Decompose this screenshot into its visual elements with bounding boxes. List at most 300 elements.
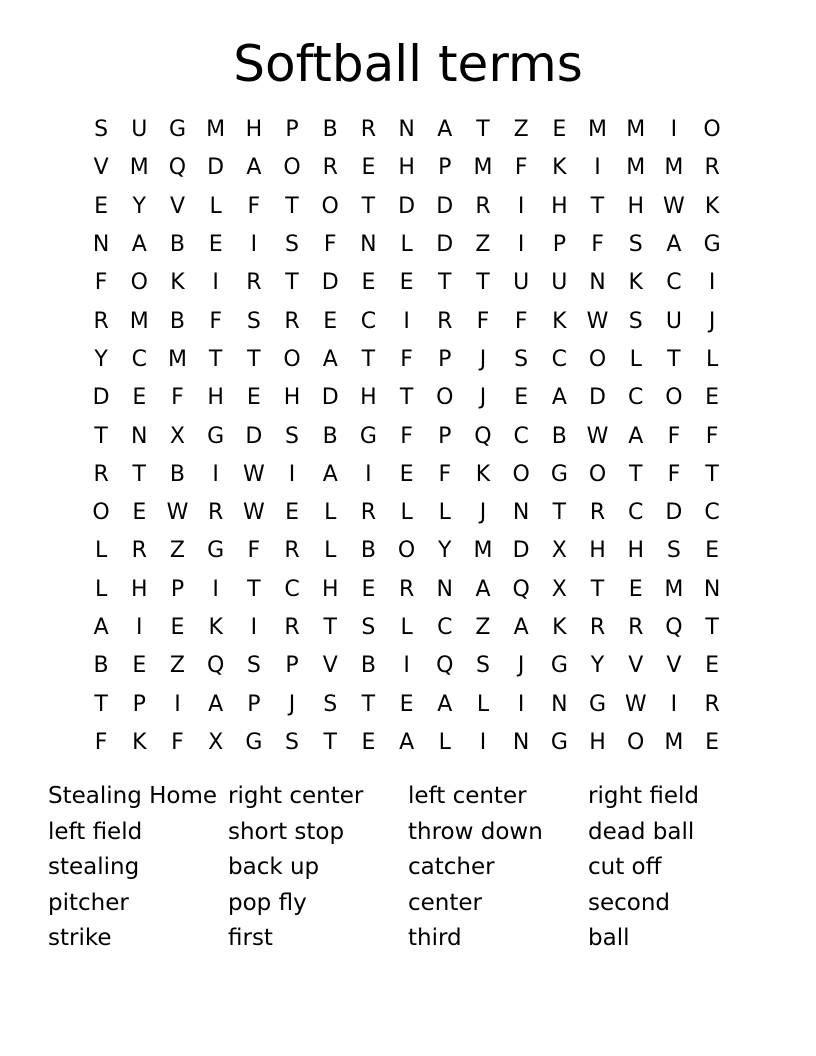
grid-letter: G [207,538,225,564]
grid-letter: R [284,615,300,640]
grid-letter: D [321,385,339,411]
grid-letter: R [208,500,224,526]
grid-letter: I [250,232,258,258]
grid-letter: R [93,308,109,334]
grid-letter: S [285,423,300,449]
word-list-item: third [408,925,462,952]
grid-letter: F [591,232,604,258]
grid-letter: L [400,500,413,526]
grid-letter: M [626,117,646,143]
grid-letter: G [550,653,568,679]
grid-letter: H [245,117,263,143]
grid-letter: T [208,346,223,372]
word-list-item: dead ball [588,818,695,845]
grid-letter: I [365,461,372,487]
grid-letter: T [590,576,605,602]
grid-letter: T [705,615,719,640]
grid-letter: W [586,423,609,449]
grid-letter: S [94,117,109,143]
grid-letter: K [552,308,567,334]
grid-letter: B [551,423,567,449]
grid-letter: P [132,691,146,717]
word-list-item: second [588,889,671,916]
grid-letter: R [284,308,300,334]
grid-letter: F [438,461,452,487]
grid-letter: T [132,461,146,487]
grid-letter: N [360,232,377,258]
letter-grid [82,111,731,762]
grid-letter: F [171,729,184,755]
grid-letter: C [360,308,377,334]
grid-letter: O [627,729,645,755]
word-list-item: pitcher [48,889,129,916]
grid-letter: H [551,193,568,219]
grid-letter: S [246,308,261,334]
grid-letter: Q [665,615,683,640]
grid-letter: U [551,270,568,296]
grid-letter: C [666,270,682,296]
grid-letter: E [552,117,567,143]
grid-letter: A [246,155,262,181]
grid-letter: E [514,385,529,411]
grid-letter: E [361,729,376,755]
grid-letter: F [323,232,337,258]
grid-letter: P [438,346,452,372]
grid-letter: R [246,270,262,296]
grid-letter: A [399,729,415,755]
grid-letter: M [664,729,684,755]
grid-letter: E [705,385,720,411]
grid-letter: P [170,576,185,602]
grid-letter: B [322,117,338,143]
grid-letter: E [285,500,299,526]
grid-letter: D [321,270,339,296]
word-list [48,779,768,957]
grid-letter: I [403,308,410,334]
grid-letter: H [627,193,644,219]
grid-letter: N [589,270,606,296]
grid-letter: D [665,500,683,526]
grid-letter: Z [169,538,185,564]
grid-letter: N [703,576,721,602]
grid-letter: N [131,423,148,449]
grid-letter: P [438,155,452,181]
grid-letter: T [399,385,414,411]
word-list-item: back up [228,854,320,881]
grid-letter: I [250,615,258,640]
grid-letter: A [513,615,529,640]
grid-letter: B [169,308,186,334]
grid-letter: E [323,308,338,334]
grid-letter: B [322,423,338,449]
grid-letter: H [283,385,301,411]
grid-letter: S [514,346,529,372]
grid-letter: P [285,117,299,143]
grid-letter: S [285,729,300,755]
grid-letter: L [324,538,337,564]
grid-letter: S [246,653,261,679]
grid-letter: V [666,653,682,679]
grid-letter: P [247,691,261,717]
grid-letter: N [512,500,530,526]
grid-letter: J [708,308,716,334]
grid-letter: X [551,576,567,602]
grid-letter: M [626,155,646,181]
grid-letter: A [437,117,453,143]
grid-letter: P [552,232,566,258]
grid-letter: I [288,461,296,487]
grid-letter: A [437,691,453,717]
grid-letter: C [551,346,568,372]
grid-letter: T [247,346,261,372]
grid-letter: R [589,500,606,526]
grid-letter: O [436,385,454,411]
grid-letter: E [399,270,414,296]
grid-letter: T [285,193,299,219]
grid-letter: F [705,423,719,449]
grid-letter: T [361,193,376,219]
grid-letter: H [589,729,606,755]
grid-letter: W [166,500,189,526]
grid-letter: M [588,117,608,143]
grid-letter: M [129,308,149,334]
grid-letter: T [438,270,452,296]
grid-letter: L [705,346,719,372]
grid-letter: L [324,500,337,526]
grid-letter: X [208,729,224,755]
grid-letter: E [246,385,261,411]
grid-letter: I [517,232,525,258]
grid-letter: T [323,729,337,755]
grid-letter: E [628,576,643,602]
grid-letter: D [245,423,263,449]
grid-letter: L [476,691,490,717]
grid-letter: G [245,729,263,755]
grid-letter: C [628,500,644,526]
grid-letter: D [207,155,225,181]
grid-letter: P [285,653,299,679]
grid-letter: I [212,461,219,487]
grid-letter: M [206,117,226,143]
grid-letter: J [479,500,487,526]
word-list-item: strike [48,925,112,952]
grid-letter: Z [475,232,491,258]
grid-letter: K [628,270,643,296]
grid-letter: B [169,461,186,487]
word-list-item: throw down [408,818,543,845]
grid-letter: W [586,308,609,334]
grid-letter: P [438,423,452,449]
grid-letter: T [476,270,490,296]
grid-letter: F [667,423,681,449]
grid-letter: Q [168,155,187,181]
grid-letter: R [360,500,377,526]
grid-letter: G [589,691,607,717]
grid-letter: T [667,346,681,372]
grid-letter: L [400,232,413,258]
grid-letter: T [552,500,567,526]
grid-letter: F [514,308,528,334]
word-list-item: center [408,889,482,916]
grid-letter: D [589,385,606,411]
grid-letter: A [322,346,338,372]
grid-letter: M [664,576,684,602]
grid-letter: V [93,155,109,181]
grid-letter: W [624,691,647,717]
grid-letter: Q [474,423,492,449]
grid-letter: J [479,385,487,411]
grid-letter: F [171,385,184,411]
word-list-item: Stealing Home [48,783,218,809]
grid-letter: T [628,461,643,487]
grid-letter: R [704,155,720,181]
grid-letter: B [360,653,376,679]
grid-letter: Z [169,653,185,679]
grid-letter: H [321,576,339,602]
grid-letter: I [670,117,678,143]
grid-letter: T [361,691,376,717]
grid-letter: G [703,232,721,258]
grid-letter: U [131,117,148,143]
grid-letter: H [207,385,224,411]
grid-letter: R [628,615,644,640]
grid-letter: E [361,270,376,296]
grid-letter: S [323,691,338,717]
grid-letter: E [361,576,376,602]
grid-letter: S [666,538,681,564]
grid-letter: M [129,155,149,181]
grid-letter: R [704,691,720,717]
grid-letter: E [132,500,147,526]
grid-letter: M [167,346,187,372]
grid-letter: C [628,385,644,411]
grid-letter: O [665,385,683,411]
grid-letter: T [361,346,376,372]
grid-letter: R [131,538,147,564]
grid-letter: I [212,576,219,602]
grid-letter: O [130,270,148,296]
grid-letter: J [288,691,296,717]
grid-letter: L [94,576,108,602]
grid-letter: L [438,729,451,755]
grid-letter: E [170,615,185,640]
grid-letter: E [705,653,720,679]
grid-letter: V [169,193,185,219]
grid-letter: Y [132,193,146,219]
grid-letter: N [92,232,110,258]
grid-letter: S [475,653,490,679]
grid-letter: J [479,346,487,372]
grid-letter: C [704,500,720,526]
grid-letter: H [589,538,606,564]
grid-letter: F [667,461,681,487]
word-list-item: left field [48,818,143,845]
grid-letter: B [360,538,376,564]
word-list-item: ball [588,925,630,952]
grid-letter: K [208,615,223,640]
grid-letter: E [208,232,223,258]
grid-letter: J [517,653,525,679]
grid-letter: I [403,653,410,679]
grid-letter: K [552,155,567,181]
grid-letter: Z [475,615,491,640]
grid-letter: K [552,615,567,640]
grid-letter: N [398,117,415,143]
grid-letter: D [436,193,454,219]
grid-letter: F [476,308,490,334]
grid-letter: L [629,346,642,372]
grid-letter: X [169,423,185,449]
grid-letter: O [283,155,301,181]
grid-letter: O [321,193,339,219]
grid-letter: R [475,193,491,219]
grid-letter: S [628,308,643,334]
grid-letter: M [664,155,684,181]
grid-letter: R [360,117,377,143]
grid-letter: R [322,155,338,181]
grid-letter: H [360,385,377,411]
grid-letter: T [247,576,261,602]
grid-letter: Q [436,653,454,679]
grid-letter: A [131,232,147,258]
grid-letter: O [703,117,721,143]
grid-letter: F [400,423,413,449]
grid-letter: Y [590,653,605,679]
grid-letter: A [475,576,491,602]
page-title: Softball terms [233,35,583,93]
grid-letter: O [92,500,110,526]
grid-letter: T [476,117,490,143]
grid-letter: I [517,691,525,717]
grid-letter: T [323,615,337,640]
grid-letter: W [663,193,685,219]
grid-letter: F [247,538,261,564]
grid-letter: Q [512,576,530,602]
grid-letter: N [551,691,568,717]
grid-letter: O [588,461,607,487]
grid-letter: G [359,423,377,449]
grid-letter: F [94,729,108,755]
grid-letter: A [666,232,682,258]
grid-letter: R [284,538,300,564]
grid-letter: T [590,193,605,219]
grid-letter: R [437,308,453,334]
grid-letter: A [208,691,224,717]
grid-letter: M [473,155,493,181]
grid-letter: E [399,691,414,717]
grid-letter: V [628,653,644,679]
grid-letter: D [92,385,110,411]
grid-letter: C [284,576,300,602]
grid-letter: E [361,155,376,181]
grid-letter: I [136,615,143,640]
grid-letter: E [705,538,720,564]
grid-letter: I [594,155,601,181]
word-list-item: short stop [228,818,345,845]
grid-letter: Z [513,117,529,143]
grid-letter: R [589,615,606,640]
grid-letter: T [285,270,299,296]
grid-letter: V [322,653,338,679]
grid-letter: E [132,653,147,679]
grid-letter: L [400,615,413,640]
grid-letter: A [551,385,567,411]
grid-letter: I [708,270,716,296]
grid-letter: K [132,729,147,755]
grid-letter: X [551,538,567,564]
grid-letter: F [514,155,528,181]
grid-letter: K [170,270,185,296]
grid-letter: U [665,308,682,334]
grid-letter: S [628,232,643,258]
grid-letter: H [627,538,644,564]
grid-letter: G [550,461,568,487]
grid-letter: T [94,423,108,449]
grid-letter: C [437,615,453,640]
grid-letter: C [131,346,147,372]
grid-letter: L [94,538,108,564]
grid-letter: F [94,270,108,296]
word-list-item: catcher [408,854,495,881]
grid-letter: E [399,461,414,487]
grid-letter: N [436,576,454,602]
word-list-item: right field [588,783,699,809]
grid-letter: S [361,615,376,640]
grid-letter: K [475,461,491,487]
grid-letter: A [322,461,338,487]
word-list-item: right center [228,783,364,809]
grid-letter: B [93,653,109,679]
word-list-item: pop fly [228,889,307,916]
word-list-item: cut off [588,854,662,881]
grid-letter: C [513,423,529,449]
grid-letter: G [168,117,186,143]
grid-letter: F [247,193,261,219]
grid-letter: I [517,193,525,219]
grid-letter: U [513,270,530,296]
grid-letter: O [397,538,416,564]
grid-letter: W [242,461,265,487]
grid-letter: O [588,346,607,372]
word-list-item: stealing [48,854,140,881]
grid-letter: G [207,423,225,449]
grid-letter: I [212,270,219,296]
grid-letter: N [512,729,530,755]
grid-letter: E [132,385,147,411]
grid-letter: O [512,461,530,487]
grid-letter: K [704,193,720,219]
grid-letter: I [174,691,181,717]
grid-letter: B [169,232,186,258]
grid-letter: Y [438,538,452,564]
word-list-item: first [228,925,273,952]
grid-letter: D [512,538,530,564]
grid-letter: Q [206,653,225,679]
grid-letter: A [93,615,109,640]
grid-letter: H [398,155,415,181]
grid-letter: W [242,500,265,526]
grid-letter: H [131,576,148,602]
grid-letter: I [670,691,678,717]
grid-letter: L [209,193,222,219]
grid-letter: G [550,729,568,755]
grid-letter: E [94,193,109,219]
grid-letter: E [705,729,720,755]
grid-letter: M [473,538,493,564]
grid-letter: D [398,193,416,219]
grid-letter: F [400,346,413,372]
grid-letter: A [628,423,644,449]
